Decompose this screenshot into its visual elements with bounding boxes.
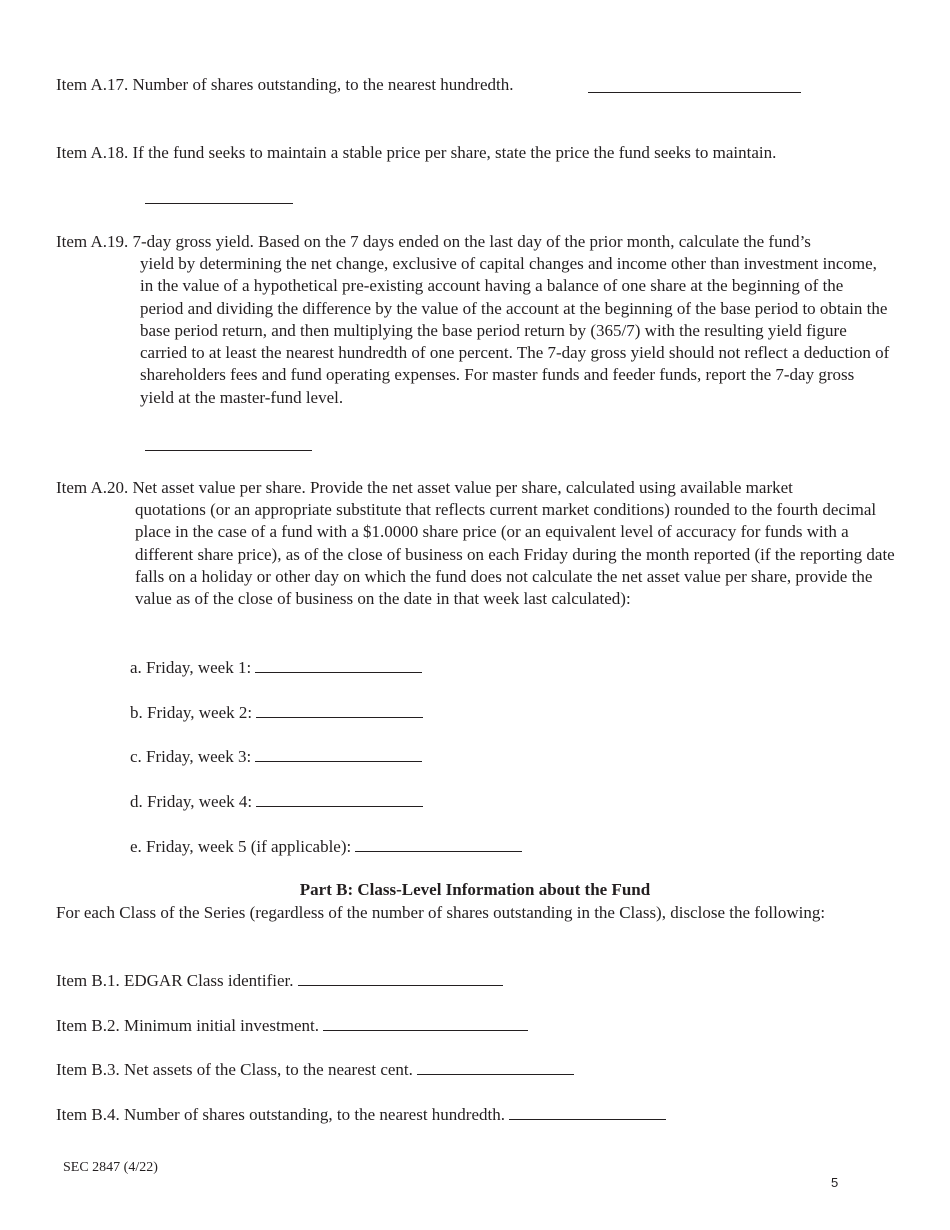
item-a20-body: quotations (or an appropriate substitute that reflects current market conditions) rounded to the fourth decimal place in the case of a fund with a $1.0000 share price (or an equivalent level of accuracy for funds with a different share price), as of the close of business on each Friday during the month reported (if the reporting date falls on a holiday or other day on which the fund does not calculate the net asset value per share, provide the value as of the close of business on the date in that week last calculated): — [135, 500, 895, 609]
item-b1-text: Item B.1. EDGAR Class identifier. — [56, 971, 294, 990]
item-a19-label: Item A.19. — [56, 232, 129, 251]
item-b4 — [56, 1103, 666, 1126]
item-b3 — [56, 1058, 574, 1081]
item-a17-label: Item A.17. — [56, 75, 129, 94]
item-b4-text: Item B.4. Number of shares outstanding, to the nearest hundredth. — [56, 1105, 505, 1124]
item-b2-text: Item B.2. Minimum initial investment. — [56, 1016, 320, 1035]
item-a17-answer-field[interactable] — [588, 76, 801, 93]
item-b1 — [56, 969, 503, 992]
friday-row — [130, 656, 422, 679]
item-a19-first-line — [56, 231, 811, 253]
item-a20-first-line — [56, 477, 793, 499]
item-b3-text: Item B.3. Net assets of the Class, to the nearest cent. — [56, 1060, 413, 1079]
item-a18-answer-field[interactable] — [145, 187, 293, 204]
item-a20-label: Item A.20. — [56, 478, 129, 497]
friday-label: b. Friday, week 2: — [130, 703, 253, 722]
item-a18-label: Item A.18. — [56, 143, 129, 162]
friday-row — [130, 701, 423, 724]
friday-week-1-field[interactable] — [255, 656, 422, 673]
friday-week-4-field[interactable] — [256, 790, 423, 807]
item-b2 — [56, 1014, 528, 1037]
item-a19-intro: 7-day gross yield. Based on the 7 days ended on the last day of the prior month, calculate the fund’s — [132, 232, 811, 251]
item-a19-body: yield by determining the net change, exclusive of capital changes and income other than investment income, in the value of a hypothetical pre-existing account having a balance of one share at the beginning of the period and dividing the difference by the value of the account at the beginning of the base period to obtain the base period return, and then multiplying the base period return by (365/7) with the resulting yield figure carried to at least the nearest hundredth of one percent. The 7-day gross yield should not reflect a deduction of shareholders fees and fund operating expenses. For master funds and feeder funds, report the 7-day gross yield at the master-fund level. — [140, 254, 890, 407]
item-a17-text: Number of shares outstanding, to the nearest hundredth. — [132, 75, 514, 94]
part-b-intro: For each Class of the Series (regardless of the number of shares outstanding in the Class), disclose the following: — [56, 903, 826, 922]
form-number: SEC 2847 (4/22) — [63, 1160, 158, 1175]
friday-row — [130, 835, 522, 858]
friday-week-2-field[interactable] — [256, 701, 423, 718]
friday-week-3-field[interactable] — [255, 745, 422, 762]
item-a20-intro: Net asset value per share. Provide the net asset value per share, calculated using available market — [132, 478, 793, 497]
friday-week-5-field[interactable] — [355, 835, 522, 852]
friday-label: d. Friday, week 4: — [130, 792, 253, 811]
item-b2-answer-field[interactable] — [323, 1014, 528, 1031]
item-a19-answer-field[interactable] — [145, 434, 312, 451]
friday-label: e. Friday, week 5 (if applicable): — [130, 837, 352, 856]
part-b-heading: Part B: Class-Level Information about the Fund — [299, 880, 651, 899]
friday-label: c. Friday, week 3: — [130, 747, 252, 766]
item-a17 — [56, 74, 514, 96]
friday-label: a. Friday, week 1: — [130, 658, 252, 677]
item-a18 — [56, 142, 776, 164]
item-a18-text: If the fund seeks to maintain a stable price per share, state the price the fund seeks to maintain. — [132, 143, 777, 162]
item-b3-answer-field[interactable] — [417, 1058, 574, 1075]
friday-row — [130, 790, 423, 813]
item-b1-answer-field[interactable] — [298, 969, 503, 986]
item-b4-answer-field[interactable] — [509, 1103, 666, 1120]
page-number: 5 — [831, 1175, 839, 1190]
friday-row — [130, 745, 422, 768]
